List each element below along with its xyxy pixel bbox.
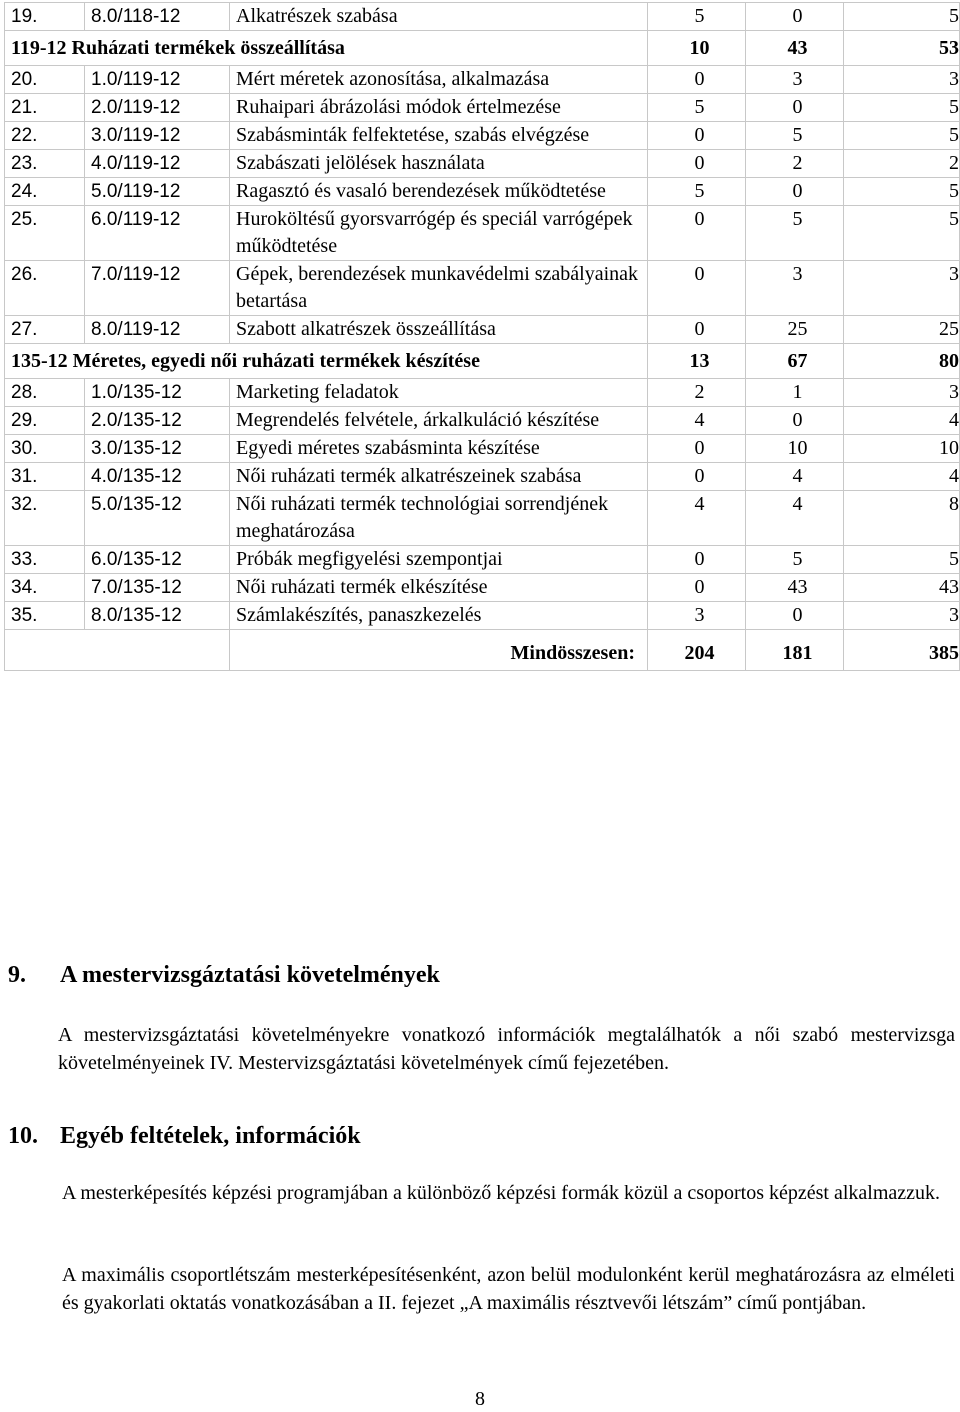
table-row xyxy=(5,206,960,261)
row-name: Ruhaipari ábrázolási módok értelmezése xyxy=(230,94,648,122)
hours-total: 3 xyxy=(844,602,960,630)
section-10-paragraph-2: A maximális csoportlétszám mesterképesítésenként, azon belül modulonként kerül meghatározásra az elméleti és gyakorlati oktatás vonatkozásában a II. fejezet „A maximális résztvevői létszám” című pontjában. xyxy=(62,1264,955,1314)
hours-theory: 0 xyxy=(648,150,746,178)
hours-practice: 3 xyxy=(746,66,844,94)
row-number: 22. xyxy=(5,122,85,150)
hours-theory: 3 xyxy=(648,602,746,630)
hours-total: 2 xyxy=(844,150,960,178)
hours-practice: 10 xyxy=(746,435,844,463)
section-9-title: A mestervizsgáztatási követelmények xyxy=(60,962,440,988)
hours-practice: 0 xyxy=(746,178,844,206)
hours-theory: 0 xyxy=(648,435,746,463)
table-row xyxy=(5,491,960,546)
row-number: 29. xyxy=(5,407,85,435)
hours-theory: 0 xyxy=(648,261,746,316)
hours-theory: 4 xyxy=(648,407,746,435)
hours-theory: 0 xyxy=(648,546,746,574)
row-name: Alkatrészek szabása xyxy=(230,3,648,31)
row-name: Női ruházati termék alkatrészeinek szabása xyxy=(230,463,648,491)
row-number: 31. xyxy=(5,463,85,491)
hours-practice: 1 xyxy=(746,379,844,407)
row-code: 4.0/119-12 xyxy=(85,150,230,178)
table-row xyxy=(5,3,960,31)
row-number: 27. xyxy=(5,316,85,344)
table-row xyxy=(5,261,960,316)
table-row xyxy=(5,316,960,344)
row-number: 30. xyxy=(5,435,85,463)
hours-practice: 5 xyxy=(746,546,844,574)
hours-total: 3 xyxy=(844,261,960,316)
section-10-heading xyxy=(8,1123,361,1150)
row-number: 28. xyxy=(5,379,85,407)
hours-practice: 5 xyxy=(746,122,844,150)
hours-total: 5 xyxy=(844,546,960,574)
hours-total: 4 xyxy=(844,463,960,491)
row-code: 5.0/119-12 xyxy=(85,178,230,206)
row-name: Megrendelés felvétele, árkalkuláció készítése xyxy=(230,407,648,435)
hours-practice: 0 xyxy=(746,3,844,31)
table-row xyxy=(5,178,960,206)
row-code: 8.0/118-12 xyxy=(85,3,230,31)
curriculum-table-body xyxy=(5,3,960,671)
row-name: Számlakészítés, panaszkezelés xyxy=(230,602,648,630)
hours-total: 10 xyxy=(844,435,960,463)
row-number: 20. xyxy=(5,66,85,94)
total-spacer xyxy=(5,630,230,671)
total-row xyxy=(5,630,960,671)
section-9-paragraph: A mestervizsgáztatási követelményekre vonatkozó információk megtalálhatók a női szabó mestervizsga követelményeinek IV. Mestervizsgáztatási követelmények című fejezetében. xyxy=(58,1024,955,1074)
table-row xyxy=(5,546,960,574)
row-name: Próbák megfigyelési szempontjai xyxy=(230,546,648,574)
hours-total: 8 xyxy=(844,491,960,546)
hours-practice: 0 xyxy=(746,94,844,122)
hours-practice: 2 xyxy=(746,150,844,178)
row-number: 33. xyxy=(5,546,85,574)
row-name: Egyedi méretes szabásminta készítése xyxy=(230,435,648,463)
hours-theory: 2 xyxy=(648,379,746,407)
row-name: Szabott alkatrészek összeállítása xyxy=(230,316,648,344)
row-code: 4.0/135-12 xyxy=(85,463,230,491)
module-header-row xyxy=(5,344,960,379)
table-row xyxy=(5,66,960,94)
module-title: 119-12 Ruházati termékek összeállítása xyxy=(5,31,648,66)
table-row xyxy=(5,574,960,602)
hours-total: 4 xyxy=(844,407,960,435)
row-code: 3.0/135-12 xyxy=(85,435,230,463)
hours-theory: 0 xyxy=(648,66,746,94)
hours-total: 25 xyxy=(844,316,960,344)
table-row xyxy=(5,122,960,150)
row-name: Gépek, berendezések munkavédelmi szabályainak betartása xyxy=(230,261,648,316)
row-name: Szabászati jelölések használata xyxy=(230,150,648,178)
row-code: 1.0/119-12 xyxy=(85,66,230,94)
section-9-heading xyxy=(8,962,440,989)
row-number: 24. xyxy=(5,178,85,206)
table-row xyxy=(5,435,960,463)
row-code: 1.0/135-12 xyxy=(85,379,230,407)
hours-total: 5 xyxy=(844,206,960,261)
hours-total: 43 xyxy=(844,574,960,602)
row-name: Mért méretek azonosítása, alkalmazása xyxy=(230,66,648,94)
row-number: 19. xyxy=(5,3,85,31)
hours-total: 3 xyxy=(844,379,960,407)
hours-practice: 43 xyxy=(746,31,844,66)
row-number: 23. xyxy=(5,150,85,178)
row-name: Ragasztó és vasaló berendezések működtetése xyxy=(230,178,648,206)
hours-total: 5 xyxy=(844,178,960,206)
hours-total: 80 xyxy=(844,344,960,379)
hours-theory: 0 xyxy=(648,316,746,344)
hours-practice: 67 xyxy=(746,344,844,379)
row-name: Huroköltésű gyorsvarrógép és speciál varrógépek működtetése xyxy=(230,206,648,261)
hours-total: 53 xyxy=(844,31,960,66)
row-code: 5.0/135-12 xyxy=(85,491,230,546)
table-row xyxy=(5,407,960,435)
table-row xyxy=(5,150,960,178)
hours-practice: 0 xyxy=(746,407,844,435)
section-10-title: Egyéb feltételek, információk xyxy=(60,1123,361,1149)
hours-theory: 0 xyxy=(648,463,746,491)
table-row xyxy=(5,94,960,122)
hours-theory: 0 xyxy=(648,574,746,602)
row-number: 35. xyxy=(5,602,85,630)
section-10-paragraph-1: A mesterképesítés képzési programjában a különböző képzési formák közül a csoportos képzést alkalmazzuk. xyxy=(62,1182,941,1204)
row-code: 8.0/135-12 xyxy=(85,602,230,630)
total-label: Mindösszesen: xyxy=(230,630,648,671)
hours-theory: 5 xyxy=(648,3,746,31)
hours-theory: 13 xyxy=(648,344,746,379)
row-code: 2.0/135-12 xyxy=(85,407,230,435)
page-number: 8 xyxy=(475,1388,485,1410)
row-number: 26. xyxy=(5,261,85,316)
hours-theory: 4 xyxy=(648,491,746,546)
total-practice: 181 xyxy=(746,630,844,671)
total-sum: 385 xyxy=(844,630,960,671)
hours-theory: 5 xyxy=(648,94,746,122)
table-row xyxy=(5,379,960,407)
hours-theory: 0 xyxy=(648,122,746,150)
hours-total: 5 xyxy=(844,94,960,122)
row-code: 3.0/119-12 xyxy=(85,122,230,150)
row-code: 8.0/119-12 xyxy=(85,316,230,344)
section-10-number: 10. xyxy=(8,1123,38,1149)
row-code: 7.0/135-12 xyxy=(85,574,230,602)
table-row xyxy=(5,463,960,491)
section-9-number: 9. xyxy=(8,962,26,988)
module-title: 135-12 Méretes, egyedi női ruházati termékek készítése xyxy=(5,344,648,379)
row-name: Női ruházati termék elkészítése xyxy=(230,574,648,602)
hours-theory: 5 xyxy=(648,178,746,206)
hours-practice: 3 xyxy=(746,261,844,316)
module-header-row xyxy=(5,31,960,66)
hours-practice: 4 xyxy=(746,491,844,546)
row-code: 6.0/119-12 xyxy=(85,206,230,261)
hours-total: 5 xyxy=(844,3,960,31)
hours-theory: 0 xyxy=(648,206,746,261)
row-number: 34. xyxy=(5,574,85,602)
hours-practice: 0 xyxy=(746,602,844,630)
hours-total: 5 xyxy=(844,122,960,150)
hours-practice: 5 xyxy=(746,206,844,261)
row-number: 25. xyxy=(5,206,85,261)
row-name: Marketing feladatok xyxy=(230,379,648,407)
hours-practice: 25 xyxy=(746,316,844,344)
row-number: 32. xyxy=(5,491,85,546)
row-name: Női ruházati termék technológiai sorrendjének meghatározása xyxy=(230,491,648,546)
total-theory: 204 xyxy=(648,630,746,671)
row-code: 7.0/119-12 xyxy=(85,261,230,316)
row-code: 2.0/119-12 xyxy=(85,94,230,122)
hours-theory: 10 xyxy=(648,31,746,66)
table-row xyxy=(5,602,960,630)
curriculum-table xyxy=(4,2,960,671)
hours-practice: 4 xyxy=(746,463,844,491)
row-code: 6.0/135-12 xyxy=(85,546,230,574)
row-number: 21. xyxy=(5,94,85,122)
hours-practice: 43 xyxy=(746,574,844,602)
row-name: Szabásminták felfektetése, szabás elvégzése xyxy=(230,122,648,150)
hours-total: 3 xyxy=(844,66,960,94)
